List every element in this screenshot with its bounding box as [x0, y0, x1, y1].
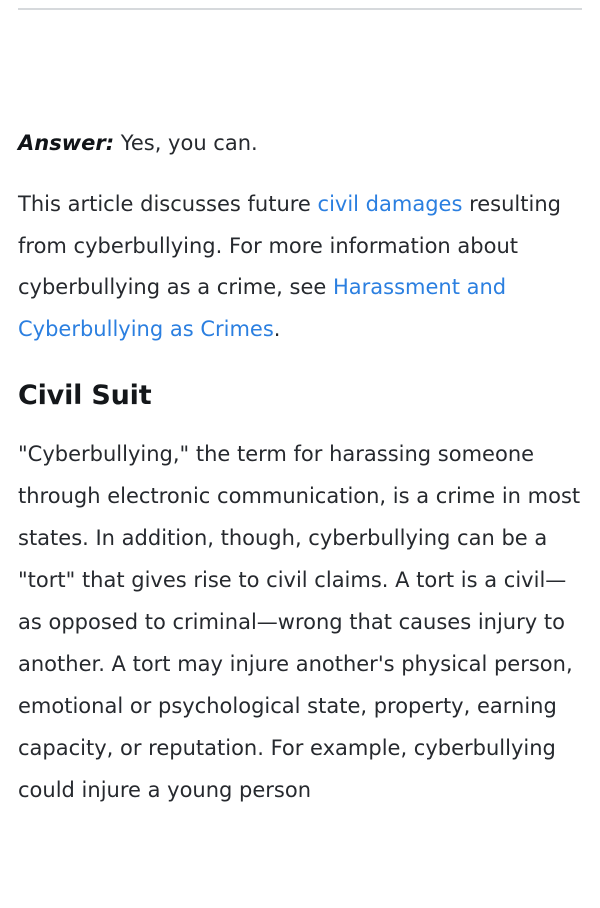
intro-text-part-1: This article discusses future: [18, 192, 318, 217]
intro-paragraph: [18, 184, 582, 349]
harassment-cyberbullying-crimes-link[interactable]: Harassment and Cyberbullying as Crimes: [18, 275, 507, 341]
intro-text-part-2: resulting from cyberbullying. For more information about cyberbullying as a crime, see: [18, 192, 561, 300]
article-content: [18, 128, 582, 811]
civil-damages-link[interactable]: civil damages: [317, 192, 463, 217]
section-body-paragraph: "Cyberbullying," the term for harassing someone through electronic communication, is a crime in most states. In addition, though, cyberbullying can be a "tort" that gives rise to civil claims. A tort is a civil—as opposed to criminal—wrong that causes injury to another. A tort may injure another's physical person, emotional or psychological state, property, earning capacity, or reputation. For example, cyberbullying could injure a young person: [18, 441, 581, 802]
intro-text-part-3: .: [273, 316, 281, 341]
answer-text: Yes, you can.: [120, 131, 258, 155]
answer-paragraph: [18, 128, 582, 158]
section-heading-civil-suit: Civil Suit: [18, 379, 152, 411]
horizontal-divider: [18, 8, 582, 10]
answer-label: Answer:: [18, 131, 115, 155]
